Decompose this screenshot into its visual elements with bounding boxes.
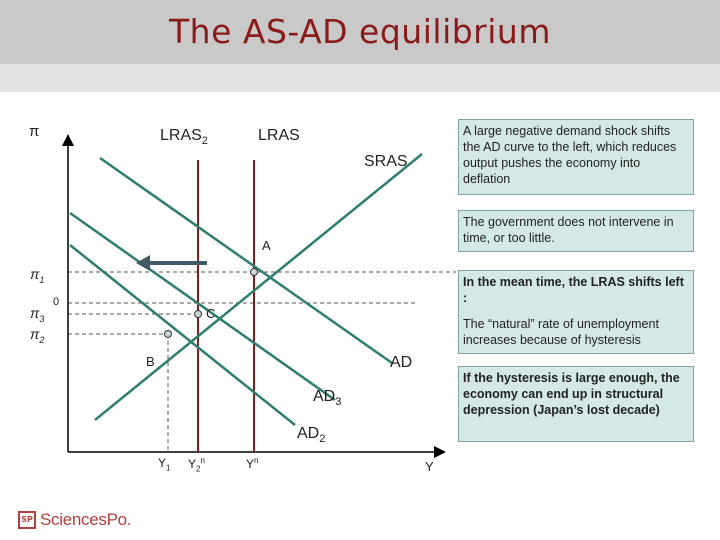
point-a-label: A (262, 238, 271, 253)
sciencespo-logo-text: SciencesPo. (40, 510, 132, 529)
ad-label: AD (390, 354, 413, 371)
sciencespo-logo (18, 509, 148, 533)
point-a-marker (251, 269, 258, 276)
point-b-label: B (146, 354, 155, 369)
lras2-label: $LRAS_2$ (160, 127, 208, 148)
note-lras-shift-title: In the mean time, the LRAS shifts left : (463, 275, 684, 305)
note-demand-shock-text: A large negative demand shock shifts the AD curve to the left, which reduces output pushes the economy into deflation (463, 124, 677, 186)
pi3-tick-label: $\pi_3$ (30, 305, 45, 324)
lras-label: LRAS (258, 127, 300, 144)
sciencespo-logo-mark: SP (18, 511, 36, 529)
point-c-marker (195, 311, 202, 318)
point-c-label: C (206, 306, 216, 321)
note-government (458, 210, 694, 252)
y-axis-label: π (29, 123, 40, 140)
point-b-marker (165, 331, 172, 338)
y1-tick-label: $Y_1$ (158, 456, 171, 473)
shift-arrow-head (136, 255, 150, 271)
pi1-tick-label: $\pi_1$ (30, 266, 45, 285)
note-demand-shock (458, 119, 694, 195)
x-axis-label: Y (425, 459, 434, 474)
sras-curve (95, 154, 422, 420)
note-government-text: The government does not intervene in time, or too little. (463, 215, 674, 245)
sras-label: SRAS (364, 153, 408, 170)
ad3-label: $AD_3$ (313, 388, 342, 409)
pi0-tick-label: 0 (53, 296, 60, 308)
yn-tick-label: $Y^n$ (246, 456, 259, 471)
ad3-curve (70, 213, 335, 400)
note-lras-shift (458, 270, 694, 354)
note-hysteresis (458, 366, 694, 442)
slide-title: The AS-AD equilibrium (169, 12, 551, 51)
ad2-label: $AD_2$ (297, 425, 326, 446)
pi2-tick-label: $\pi_2$ (30, 326, 45, 345)
note-lras-shift-body: The “natural” rate of unemployment increases because of hysteresis (463, 317, 659, 347)
y2n-tick-label: $Y_2^n$ (188, 456, 205, 474)
note-hysteresis-text: If the hysteresis is large enough, the economy can end up in structural depression (Japan’s lost decade) (463, 371, 680, 417)
